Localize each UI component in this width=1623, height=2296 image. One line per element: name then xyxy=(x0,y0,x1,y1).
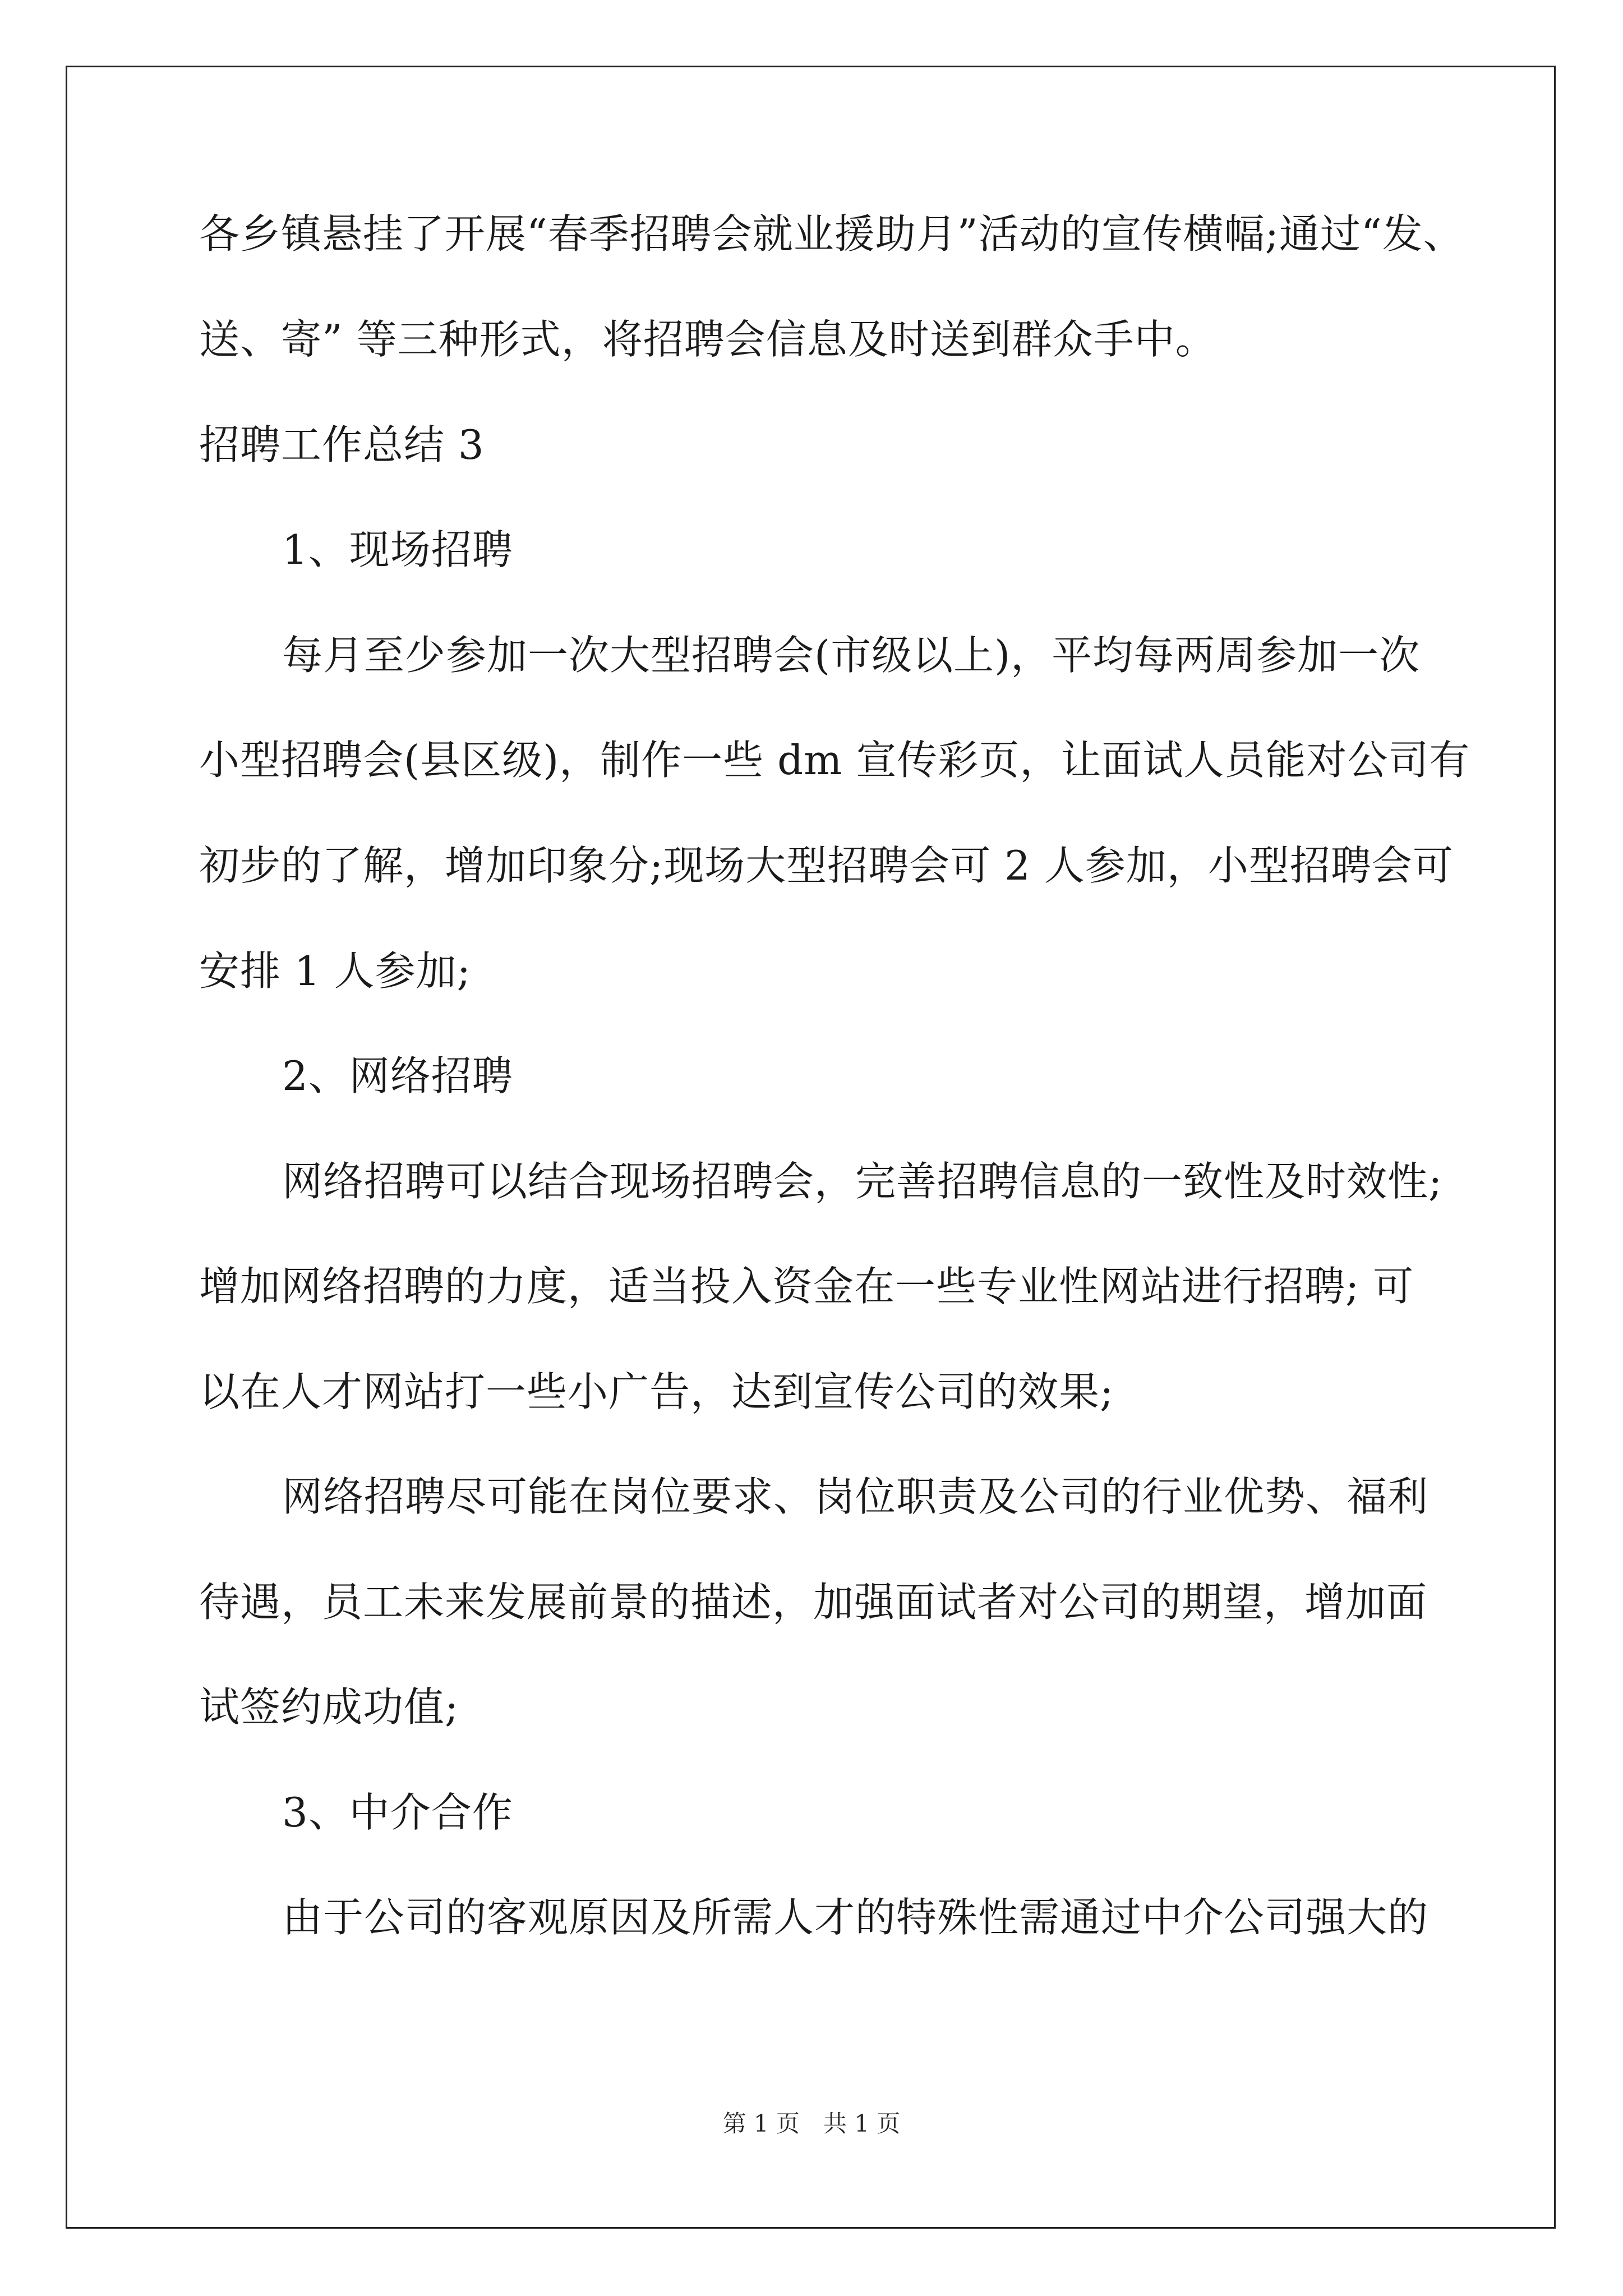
body-line: 小型招聘会(县区级)，制作一些 dm 宣传彩页，让面试人员能对公司有 xyxy=(199,737,1470,784)
subsection-heading: 2、网络招聘 xyxy=(282,1052,513,1099)
body-line: 待遇，员工未来发展前景的描述，加强面试者对公司的期望，增加面 xyxy=(199,1579,1428,1626)
body-line: 送、寄” 等三种形式，将招聘会信息及时送到群众手中。 xyxy=(199,316,1216,363)
page-number: 第 1 页 共 1 页 xyxy=(722,2110,901,2137)
body-line: 各乡镇悬挂了开展“春季招聘会就业援助月”活动的宣传横幅;通过“发、 xyxy=(199,210,1464,257)
body-line: 试签约成功值; xyxy=(199,1683,459,1731)
body-line: 每月至少参加一次大型招聘会(市级以上)，平均每两周参加一次 xyxy=(282,632,1421,679)
body-line: 安排 1 人参加; xyxy=(199,947,471,995)
body-line: 网络招聘可以结合现场招聘会，完善招聘信息的一致性及时效性; xyxy=(282,1158,1443,1205)
subsection-heading: 3、中介合作 xyxy=(282,1789,513,1836)
body-line: 由于公司的客观原因及所需人才的特殊性需通过中介公司强大的 xyxy=(282,1894,1429,1941)
subsection-heading: 1、现场招聘 xyxy=(282,526,513,573)
section-heading: 招聘工作总结 3 xyxy=(199,421,485,468)
body-line: 增加网络招聘的力度，适当投入资金在一些专业性网站进行招聘; 可 xyxy=(199,1263,1414,1310)
body-line: 网络招聘尽可能在岗位要求、岗位职责及公司的行业优势、福利 xyxy=(282,1473,1429,1520)
body-line: 以在人才网站打一些小广告，达到宣传公司的效果; xyxy=(199,1368,1114,1415)
body-line: 初步的了解，增加印象分;现场大型招聘会可 2 人参加，小型招聘会可 xyxy=(199,842,1454,889)
